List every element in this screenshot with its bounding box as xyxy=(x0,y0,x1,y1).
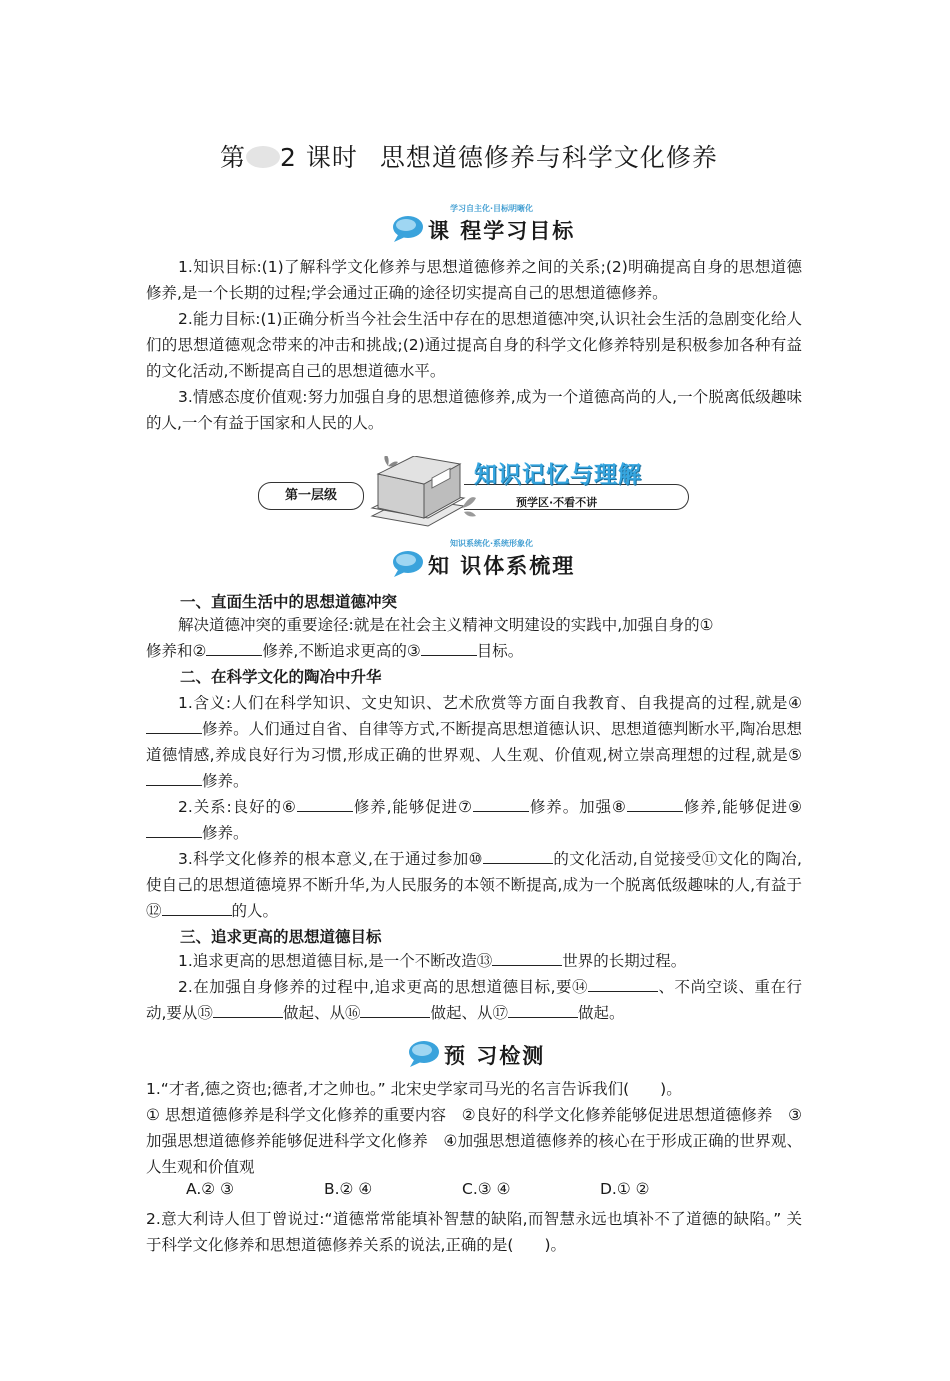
banner-title: 预 习检测 xyxy=(444,1044,546,1068)
fill-blank-13[interactable] xyxy=(492,951,562,966)
option-d[interactable]: D.① ② xyxy=(600,1180,650,1198)
section-2-p2: 2.关系:良好的⑥ 修养,能够促进⑦ 修养。加强⑧ 修养,能够促进⑨修养。 xyxy=(146,794,802,846)
banner-subtitle: 知识系统化·系统形象化 xyxy=(450,539,534,548)
fill-blank-6[interactable] xyxy=(297,797,353,812)
question-1-options xyxy=(186,1180,738,1198)
book-icon xyxy=(368,456,478,528)
knowledge-system-banner xyxy=(392,539,592,586)
fill-blank-2[interactable] xyxy=(206,641,262,656)
fill-blank-4[interactable] xyxy=(146,719,202,734)
fill-blank-17[interactable] xyxy=(508,1003,578,1018)
fill-blank-10[interactable] xyxy=(483,849,553,864)
title-prefix: 第 xyxy=(220,143,247,172)
section-2-p1: 1.含义:人们在科学知识、文史知识、艺术欣赏等方面自我教育、自我提高的过程,就是④修养。人们通过自省、自律等方式,不断提高思想道德认识、思想道德判断水平,陶冶思想道德情感,养成良好行为习惯,形成正确的世界观、人生观、价值观,树立崇高理想的过程,就是⑤修养。 xyxy=(146,694,802,790)
layer-subtitle: 预学区·不看不讲 xyxy=(516,496,598,509)
speech-bubble-icon xyxy=(392,213,426,243)
section-1-heading: 一、直面生活中的思想道德冲突 xyxy=(180,593,398,611)
page-title xyxy=(220,138,718,174)
goal-3: 3.情感态度价值观:努力加强自身的思想道德修养,成为一个道德高尚的人,一个脱离低级趣味的人,一个有益于国家和人民的人。 xyxy=(146,388,802,432)
fill-blank-15[interactable] xyxy=(213,1003,283,1018)
fill-blank-7[interactable] xyxy=(473,797,529,812)
title-main: 思想道德修养与科学文化修养 xyxy=(379,143,718,172)
section-3-p2: 2.在加强自身修养的过程中,追求更高的思想道德目标,要⑭ 、不尚空谈、重在行动,要从⑮ 做起、从⑯ 做起、从⑰ 做起。 xyxy=(146,978,802,1022)
question-2-stem: 2.意大利诗人但丁曾说过:“道德常常能填补智慧的缺陷,而智慧永远也填补不了道德的缺陷。” 关于科学文化修养和思想道德修养关系的说法,正确的是( )。 xyxy=(146,1210,802,1254)
fill-blank-14[interactable] xyxy=(588,977,658,992)
fill-blank-3[interactable] xyxy=(421,641,477,656)
banner-title: 课 程学习目标 xyxy=(428,219,576,243)
section-2-heading: 二、在科学文化的陶冶中升华 xyxy=(180,668,382,686)
goal-2: 2.能力目标:(1)正确分析当今社会生活中存在的思想道德冲突,认识社会生活的急剧变化给人们的思想道德观念带来的冲击和挑战;(2)通过提高自身的科学文化修养特别是积极参加各种有益的文化活动,不断提高自己的思想道德水平。 xyxy=(146,310,802,380)
title-lesson: 2 课时 xyxy=(280,143,358,172)
option-b[interactable]: B.② ④ xyxy=(324,1180,373,1198)
section-2-p3: 3.科学文化修养的根本意义,在于通过参加⑩ 的文化活动,自觉接受⑪文化的陶冶,使自己的思想道德境界不断升华,为人民服务的本领不断提高,成为一个脱离低级趣味的人,有益于⑫ 的人。 xyxy=(146,850,802,920)
ink-blot xyxy=(246,146,280,168)
section-3-heading: 三、追求更高的思想道德目标 xyxy=(180,928,382,946)
first-level-banner xyxy=(258,446,690,526)
question-1-stem: 1.“才者,德之资也;德者,才之帅也。” 北宋史学家司马光的名言告诉我们( )。 xyxy=(146,1080,682,1098)
fill-blank-5[interactable] xyxy=(146,771,202,786)
speech-bubble-icon xyxy=(392,548,426,578)
banner-title: 知 识体系梳理 xyxy=(428,554,576,578)
banner-subtitle: 学习自主化·目标明晰化 xyxy=(450,204,534,213)
goal-1: 1.知识目标:(1)了解科学文化修养与思想道德修养之间的关系;(2)明确提高自身的思想道德修养,是一个长期的过程;学会通过正确的途径切实提高自己的思想道德修养。 xyxy=(146,258,802,302)
fill-blank-16[interactable] xyxy=(360,1003,430,1018)
option-c[interactable]: C.③ ④ xyxy=(462,1180,511,1198)
speech-bubble-icon xyxy=(408,1038,442,1068)
section-3-p1: 1.追求更高的思想道德目标,是一个不断改造⑬ 世界的长期过程。 xyxy=(178,952,687,970)
layer-title: 知识记忆与理解 xyxy=(474,462,642,488)
fill-blank-8[interactable] xyxy=(627,797,683,812)
fill-blank-9[interactable] xyxy=(146,823,202,838)
fill-blank-12[interactable] xyxy=(162,901,232,916)
layer-label: 第一层级 xyxy=(258,482,364,510)
preview-test-banner xyxy=(408,1032,568,1076)
option-a[interactable]: A.② ③ xyxy=(186,1180,234,1198)
course-goals-banner xyxy=(392,204,592,251)
question-1-items: ① 思想道德修养是科学文化修养的重要内容 ②良好的科学文化修养能够促进思想道德修养 ③加强思想道德修养能够促进科学文化修养 ④加强思想道德修养的核心在于形成正确的世界观、人生观和价值观 xyxy=(146,1106,802,1176)
section-1-text: 解决道德冲突的重要途径:就是在社会主义精神文明建设的实践中,加强自身的① 修养和② 修养,不断追求更高的③ 目标。 xyxy=(146,616,714,660)
